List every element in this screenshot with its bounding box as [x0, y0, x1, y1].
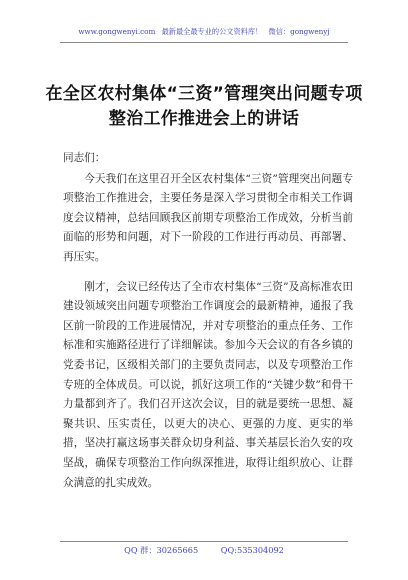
header-wechat: 微信：gongwenyj: [268, 27, 330, 36]
paragraph-1: 今天我们在这里召开全区农村集体“三资”管理突出问题专项整治工作推进会，主要任务是深入学习贯彻全市相关工作调度会议精神，总结回顾我区前期专项整治工作成效，分析当前面临的形势和问题，对下一阶段的工作进行再动员、再部署、再压实。: [63, 172, 353, 263]
footer-qq: QQ:535304092: [220, 545, 284, 555]
footer-divider: [60, 541, 348, 542]
paragraph-2: 刚才，会议已经传达了全市农村集体“三资”及高标准农田建设领域突出问题专项整治工作调度会的最新精神，通报了我区前一阶段的工作进展情况，并对专项整治的重点任务、工作标准和实施路径进行了详细解读。参加今天会议的有各乡镇的党委书记，区级相关部门的主要负责同志，以及专项整治工作专班的全体成员。可以说，抓好这项工作的“关键少数”和骨干力量都到齐了。我们召开这次会议，目的就是要统一思想、凝聚共识、压实责任，以更大的决心、更强的力度、更实的举措，坚决打赢这场事关群众切身利益、事关基层长治久安的攻坚战，确保专项整治工作向纵深推进，取得让组织放心、让群众满意的扎实成效。: [63, 280, 353, 489]
header-slogan: 最新最全最专业的公文资料库！: [161, 27, 263, 36]
salutation: 同志们：: [63, 152, 106, 164]
document-title: 在全区农村集体“三资”管理突出问题专项整治工作推进会上的讲话: [45, 84, 363, 129]
footer-qq-group: QQ 群：30265665: [124, 545, 199, 555]
document-body: [63, 149, 353, 493]
header-site-url[interactable]: www.gongwenyi.com: [78, 27, 156, 36]
header-divider: [60, 42, 348, 43]
page-header: [0, 27, 408, 37]
page-footer: [0, 544, 408, 556]
